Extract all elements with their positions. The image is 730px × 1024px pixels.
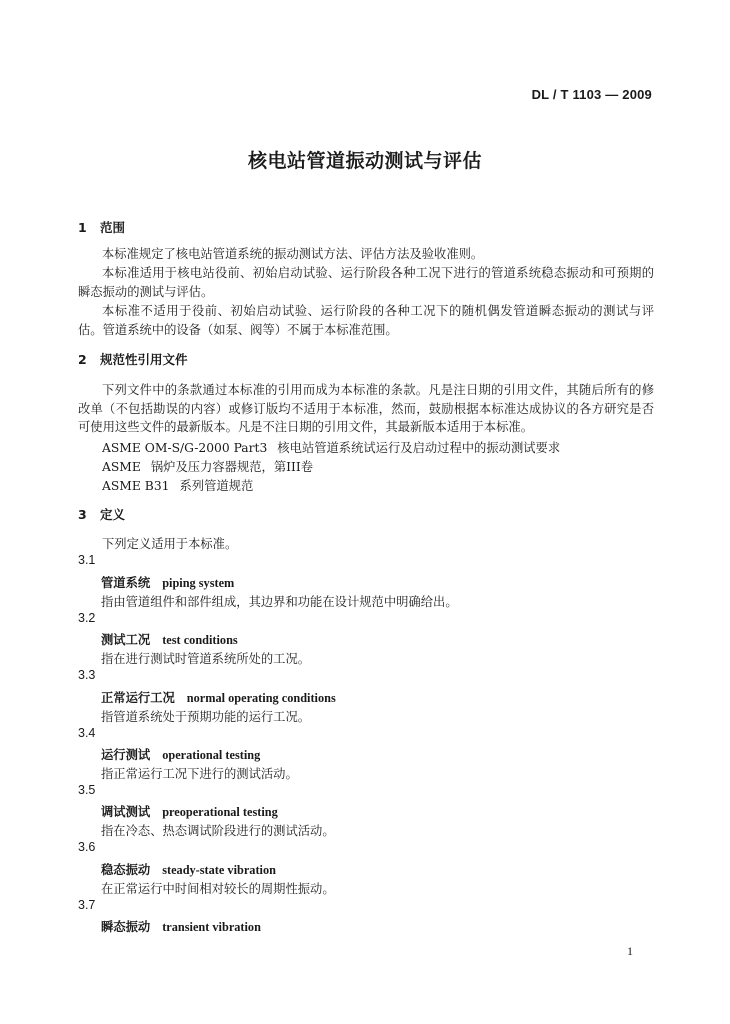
term-definition: 指正常运行工况下进行的测试活动。 xyxy=(101,767,298,781)
term-definition: 指管道系统处于预期功能的运行工况。 xyxy=(101,710,311,724)
reference-item xyxy=(102,476,253,494)
clause-number: 3.7 xyxy=(78,898,96,912)
term-definition: 在正常运行中时间相对较长的周期性振动。 xyxy=(101,882,335,896)
clause-number: 3.2 xyxy=(78,611,96,625)
term-definition: 指在进行测试时管道系统所处的工况。 xyxy=(101,652,311,666)
term-en: preoperational testing xyxy=(162,805,278,819)
normative-paragraph: 下列文件中的条款通过本标准的引用而成为本标准的条款。凡是注日期的引用文件，其随后所有的修改单（不包括勘误的内容）或修订版均不适用于本标准，然而，鼓励根据本标准达成协议的各方研究是否可使用这些文件的最新版本。凡是不注日期的引用文件，其最新版本适用于本标准。 xyxy=(78,383,654,434)
term-zh: 瞬态振动 xyxy=(101,920,151,934)
reference-title: 锅炉及压力容器规范，第III卷 xyxy=(150,460,314,474)
section-title: 定义 xyxy=(100,507,126,522)
section-heading-definitions xyxy=(78,505,125,523)
clause-number: 3.4 xyxy=(78,726,96,740)
term-en: operational testing xyxy=(162,748,261,762)
term-entry xyxy=(101,917,261,935)
reference-item xyxy=(102,438,560,456)
term-en: transient vibration xyxy=(162,920,261,934)
term-definition: 指由管道组件和部件组成，其边界和功能在设计规范中明确给出。 xyxy=(101,595,458,609)
definitions-intro: 下列定义适用于本标准。 xyxy=(102,537,238,551)
term-zh: 正常运行工况 xyxy=(101,691,175,705)
section-title: 范围 xyxy=(100,220,126,235)
term-en: normal operating conditions xyxy=(186,691,336,705)
term-zh: 测试工况 xyxy=(101,633,151,647)
page-number: 1 xyxy=(627,944,633,958)
term-entry xyxy=(101,688,336,706)
scope-paragraph: 本标准适用于核电站役前、初始启动试验、运行阶段各种工况下进行的管道系统稳态振动和可预期的瞬态振动的测试与评估。 xyxy=(78,266,654,299)
term-zh: 管道系统 xyxy=(101,576,151,590)
reference-title: 核电站管道系统试运行及启动过程中的振动测试要求 xyxy=(277,441,561,455)
term-definition: 指在冷态、热态调试阶段进行的测试活动。 xyxy=(101,824,335,838)
scope-paragraph: 本标准不适用于役前、初始启动试验、运行阶段的各种工况下的随机偶发管道瞬态振动的测试与评估。管道系统中的设备（如泵、阀等）不属于本标准范围。 xyxy=(78,304,654,337)
reference-code: ASME B31 xyxy=(102,479,170,493)
scope-paragraph: 本标准规定了核电站管道系统的振动测试方法、评估方法及验收准则。 xyxy=(102,247,484,261)
term-entry xyxy=(101,802,278,820)
section-number: 2 xyxy=(78,352,87,367)
clause-number: 3.5 xyxy=(78,783,96,797)
clause-number: 3.1 xyxy=(78,553,96,567)
section-heading-normative xyxy=(78,350,188,368)
section-title: 规范性引用文件 xyxy=(100,352,188,367)
clause-number: 3.6 xyxy=(78,840,96,854)
term-entry xyxy=(101,745,260,763)
term-en: piping system xyxy=(162,576,235,590)
standard-code: DL / T 1103 — 2009 xyxy=(531,87,652,102)
section-number: 3 xyxy=(78,507,87,522)
reference-code: ASME xyxy=(102,460,141,474)
term-entry xyxy=(101,630,238,648)
term-entry xyxy=(101,573,234,591)
term-zh: 稳态振动 xyxy=(101,863,151,877)
document-title: 核电站管道振动测试与评估 xyxy=(247,150,482,172)
section-number: 1 xyxy=(78,220,87,235)
term-zh: 调试测试 xyxy=(101,805,151,819)
term-en: test conditions xyxy=(162,633,238,647)
section-heading-scope xyxy=(78,218,125,236)
term-en: steady-state vibration xyxy=(162,863,276,877)
term-entry xyxy=(101,860,276,878)
reference-item xyxy=(102,457,313,475)
clause-number: 3.3 xyxy=(78,668,96,682)
reference-title: 系列管道规范 xyxy=(179,479,254,493)
term-zh: 运行测试 xyxy=(101,748,151,762)
reference-code: ASME OM-S/G-2000 Part3 xyxy=(102,441,268,455)
